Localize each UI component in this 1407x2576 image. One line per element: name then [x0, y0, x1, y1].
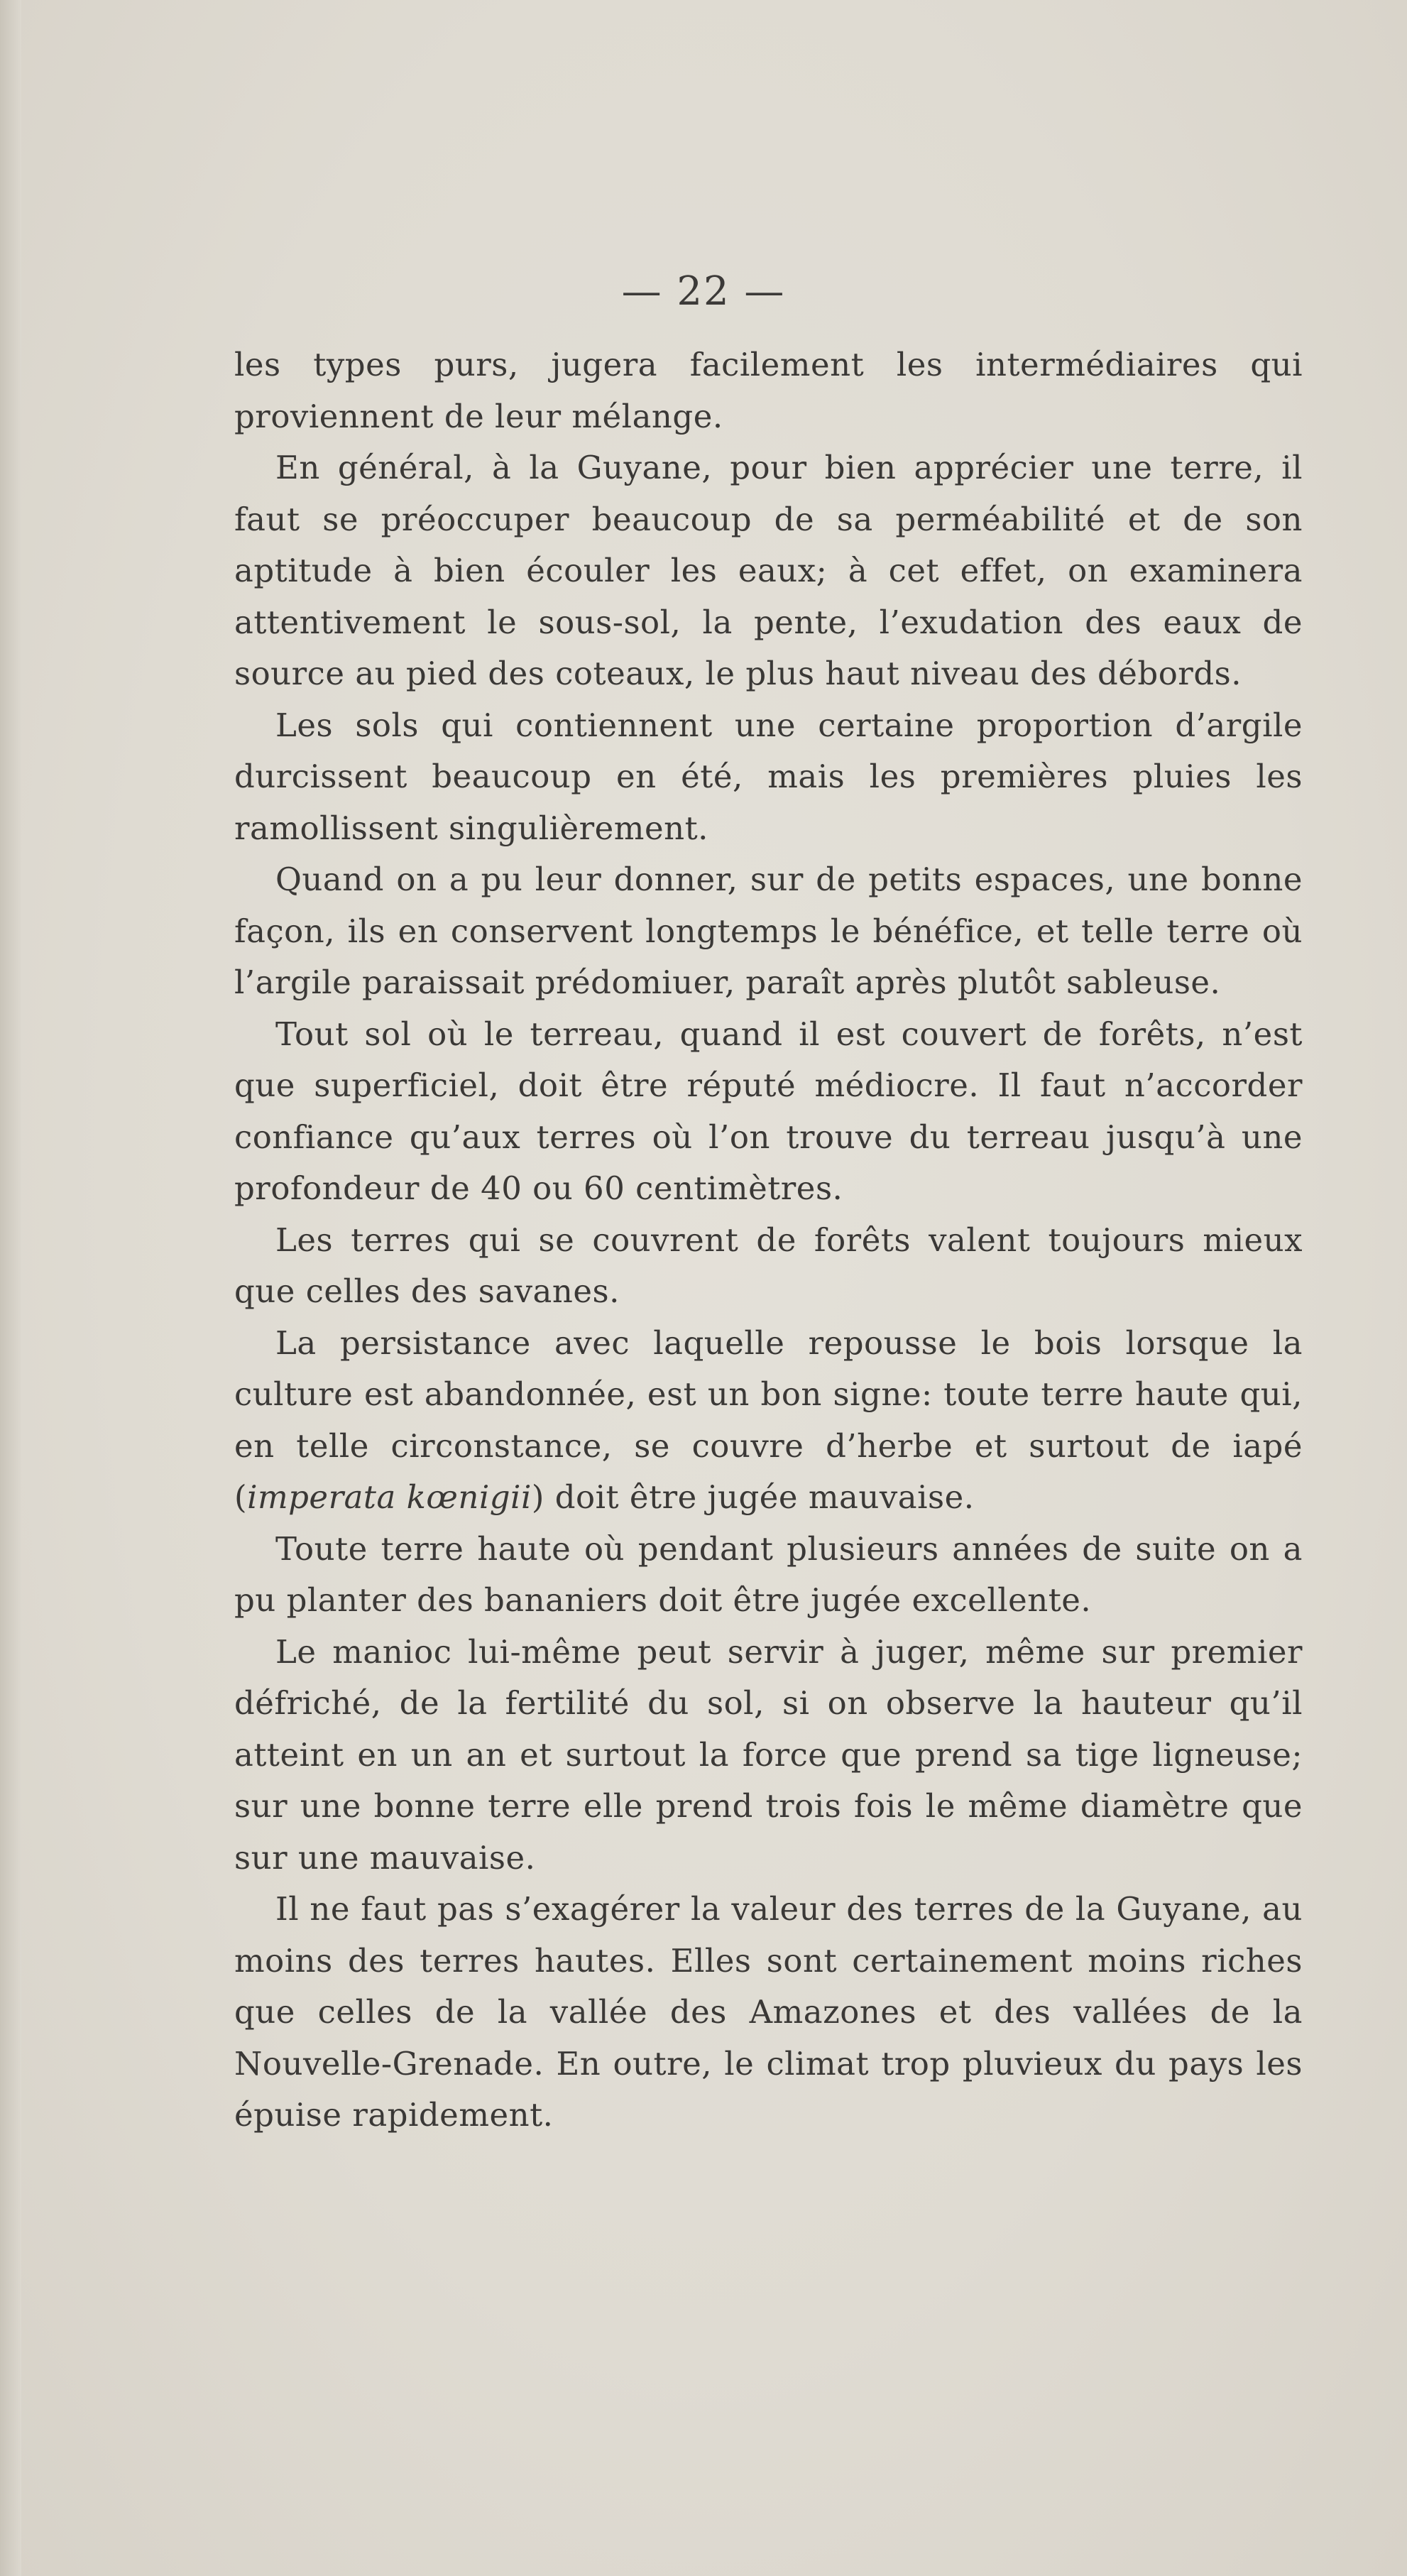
regrowth-text-after: ) doit être jugée mauvaise. — [531, 1478, 975, 1516]
paragraph-continuation: les types purs, jugera facilement les intermédiaires qui proviennent de leur mélange. — [234, 346, 1303, 435]
paragraph-permeability: En général, à la Guyane, pour bien apprécier une terre, il faut se préoccuper beaucoup de sa perméabilité et de son aptitude à bien écouler les eaux; à cet effet, on examinera attentivement le sous-sol, la pente, l’exudation des eaux de source au pied des coteaux, le plus haut niveau des débords. — [234, 449, 1303, 692]
paragraph-forest-vs-savanna: Les terres qui se couvrent de forêts valent toujours mieux que celles des savanes. — [234, 1221, 1303, 1310]
paragraph-regrowth-sign — [234, 1318, 1303, 1524]
paragraph-clay-soils: Les sols qui contiennent une certaine proportion d’argile durcissent beaucoup en été, mais les premières pluies les ramollissent singulièrement. — [234, 706, 1303, 847]
regrowth-text-before: La persistance avec laquelle repousse le bois lorsque la culture est abandonnée, est un bon signe: toute terre haute qui, en telle circonstance, se couvre d’herbe et surtout de iapé ( — [234, 1324, 1303, 1516]
body-text — [234, 339, 1303, 2141]
species-name-italic: imperata kœnigii — [247, 1478, 532, 1516]
paragraph-good-tillage: Quand on a pu leur donner, sur de petits espaces, une bonne façon, ils en conservent longtemps le bénéfice, et telle terre où l’argile paraissait prédomiuer, paraît après plutôt sableuse. — [234, 861, 1303, 1001]
page-binding-shadow — [0, 0, 21, 2576]
paragraph-topsoil-depth: Tout sol où le terreau, quand il est couvert de forêts, n’est que superficiel, doit être réputé médiocre. Il faut n’accorder confiance qu’aux terres où l’on trouve du terreau jusqu’à une profondeur de 40 ou 60 centimètres. — [234, 1015, 1303, 1207]
page-number: — 22 — — [621, 268, 786, 315]
paragraph-bananas: Toute terre haute où pendant plusieurs années de suite on a pu planter des bananiers doit être jugée excellente. — [234, 1529, 1303, 1619]
paragraph-guyana-lands: Il ne faut pas s’exagérer la valeur des terres de la Guyane, au moins des terres hautes. Elles sont certainement moins riches que celles de la vallée des Amazones et des vallées de la Nouvelle-Grenade. En outre, le climat trop pluvieux du pays les épuise rapidement. — [234, 1890, 1303, 2134]
paragraph-manioc: Le manioc lui-même peut servir à juger, même sur premier défriché, de la fertilité du sol, si on observe la hauteur qu’il atteint en un an et surtout la force que prend sa tige ligneuse; sur une bonne terre elle prend trois fois le même diamètre que sur une mauvaise. — [234, 1632, 1303, 1877]
